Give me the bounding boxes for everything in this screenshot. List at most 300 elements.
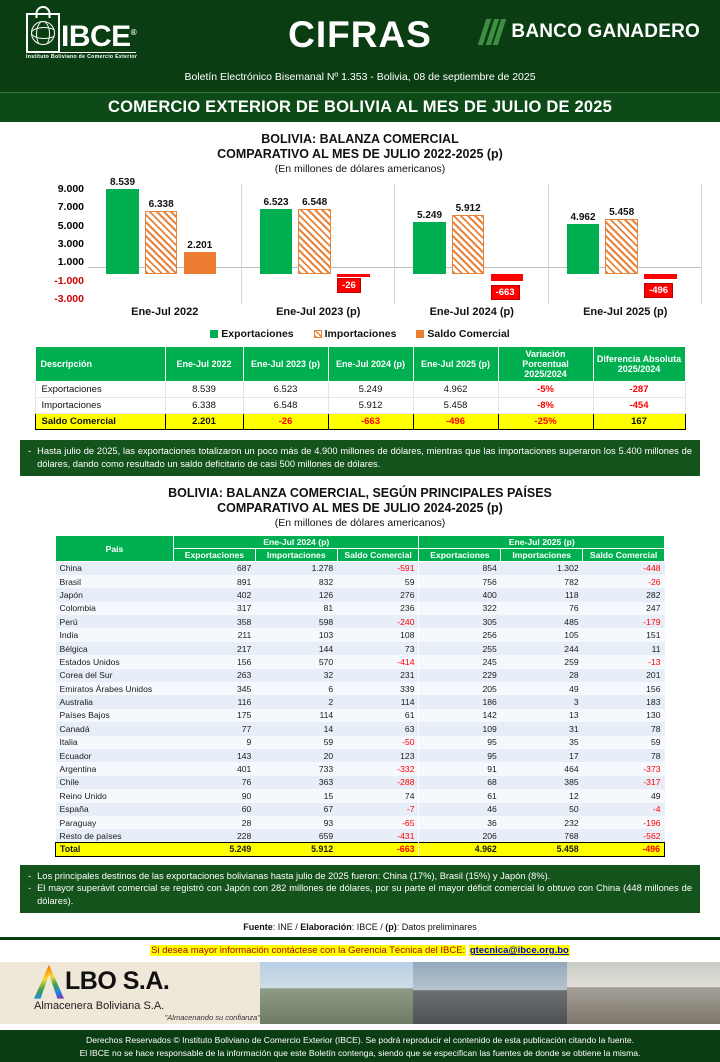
- table-row: [35, 382, 685, 398]
- table-cell: 109: [419, 722, 501, 735]
- table-cell: 232: [501, 816, 583, 829]
- table-cell: Corea del Sur: [56, 669, 174, 682]
- table2-group-header-row: [56, 536, 665, 549]
- table-cell: 151: [583, 628, 665, 641]
- chart-x-labels: [88, 306, 702, 322]
- table-cell: 5.912: [328, 398, 413, 414]
- table-total-cell: Total: [56, 843, 174, 856]
- source-elab-label: Elaboración: [300, 922, 352, 933]
- table-cell: 236: [337, 602, 419, 615]
- table-cell: 259: [501, 655, 583, 668]
- table-cell: 144: [255, 642, 337, 655]
- albo-slogan: "Almacenando su confianza": [164, 1012, 260, 1022]
- table-cell: China: [56, 562, 174, 575]
- table-cell: 276: [337, 588, 419, 601]
- chart-group: [395, 184, 549, 304]
- table-cell: 114: [337, 695, 419, 708]
- table-cell: 95: [419, 736, 501, 749]
- note1-text: Hasta julio de 2025, las exportaciones totalizaron un poco más de 4.900 millones de dólares, mientras que las importaciones superaron los 5.400 millones de dólares, dando como resultado un saldo deficitario de casi 500 millones de dólares.: [37, 446, 692, 469]
- chart-bar-negative: [491, 274, 523, 281]
- table-cell: 123: [337, 749, 419, 762]
- table-total-row: [35, 414, 685, 430]
- table-cell: Ecuador: [56, 749, 174, 762]
- table-cell: 15: [255, 789, 337, 802]
- table-cell: 263: [174, 669, 256, 682]
- th-variacion-l2: 2025/2024: [524, 369, 567, 379]
- table-cell: 14: [255, 722, 337, 735]
- table-cell: 13: [501, 709, 583, 722]
- table-cell: Canadá: [56, 722, 174, 735]
- th-2022: Ene-Jul 2022: [165, 347, 243, 382]
- table-cell: 49: [583, 789, 665, 802]
- table2-head: [56, 536, 665, 562]
- contact-text: Si desea mayor información contáctese con la Gerencia Técnica del IBCE:: [151, 945, 466, 957]
- table-cell: 95: [419, 749, 501, 762]
- table-cell: 36: [419, 816, 501, 829]
- ytick-2: 5.000: [57, 219, 84, 232]
- table-cell: 322: [419, 602, 501, 615]
- chart-value-label: 5.912: [455, 202, 481, 214]
- note-balance: [20, 440, 700, 476]
- table-row: [56, 749, 665, 762]
- table-cell: 385: [501, 776, 583, 789]
- table-row: [56, 762, 665, 775]
- table-cell: 305: [419, 615, 501, 628]
- balance-chart: [10, 176, 710, 324]
- chart-value-label: 5.249: [417, 209, 443, 221]
- table2-body: [56, 562, 665, 857]
- table-cell: 4.962: [413, 382, 498, 398]
- table-cell: Brasil: [56, 575, 174, 588]
- chart-value-label: 6.338: [148, 198, 174, 210]
- table-cell: Italia: [56, 736, 174, 749]
- table-cell: 183: [583, 695, 665, 708]
- table-cell: Exportaciones: [35, 382, 165, 398]
- legend-label-2: Saldo Comercial: [427, 328, 510, 340]
- th-diferencia: [593, 347, 685, 382]
- legend-item-saldo: [416, 328, 509, 340]
- table-cell: 659: [255, 829, 337, 842]
- table-cell: 76: [174, 776, 256, 789]
- table-cell: -26: [583, 575, 665, 588]
- chart-group: [88, 176, 242, 304]
- table-cell: 35: [501, 736, 583, 749]
- note-countries: [20, 865, 700, 914]
- table-cell: -448: [583, 562, 665, 575]
- table1-header-row: [35, 347, 685, 382]
- chart-bar: [298, 209, 330, 274]
- table-cell: 9: [174, 736, 256, 749]
- legend-label-1: Importaciones: [324, 328, 397, 340]
- contact-line: [0, 945, 720, 956]
- th-group-2024: Ene-Jul 2024 (p): [174, 536, 419, 549]
- source-p-value: : Datos preliminares: [396, 922, 477, 933]
- table-cell: Argentina: [56, 762, 174, 775]
- legend-swatch-orange: [416, 330, 424, 338]
- table-cell: -240: [337, 615, 419, 628]
- table-cell: 231: [337, 669, 419, 682]
- ytick-1: 7.000: [57, 201, 84, 214]
- table-cell: 60: [174, 803, 256, 816]
- chart-negative-label: -496: [644, 283, 673, 298]
- table-cell: 768: [501, 829, 583, 842]
- table-row: [56, 816, 665, 829]
- table-cell: 832: [255, 575, 337, 588]
- chart-title-line2: COMPARATIVO AL MES DE JULIO 2022-2025 (p): [217, 146, 503, 161]
- table-cell: 782: [501, 575, 583, 588]
- table-cell: -50: [337, 736, 419, 749]
- legal-line1: Derechos Reservados © Instituto Boliviano de Comercio Exterior (IBCE). Se podrá reproducir el contenido de esta publicación citando la fuente.: [85, 1035, 635, 1045]
- note2-item-1: [28, 870, 692, 883]
- chart-bar: [184, 252, 216, 274]
- table-cell: 90: [174, 789, 256, 802]
- chart-value-label: 4.962: [570, 212, 596, 224]
- table-cell: 255: [419, 642, 501, 655]
- table-cell: 74: [337, 789, 419, 802]
- table-cell: 28: [501, 669, 583, 682]
- table-cell: 6.548: [243, 398, 328, 414]
- table-total-cell: 5.458: [501, 843, 583, 856]
- table1-body: [35, 382, 685, 430]
- table-row: [56, 562, 665, 575]
- table-cell: 31: [501, 722, 583, 735]
- source-fuente-value: : INE /: [272, 922, 301, 933]
- banco-ganadero-name: BANCO GANADERO: [511, 21, 700, 42]
- table-cell: 78: [583, 722, 665, 735]
- table-cell: Resto de países: [56, 829, 174, 842]
- chart-bar: [145, 211, 177, 274]
- chart-value-label: 8.539: [110, 176, 136, 188]
- table-row: [56, 655, 665, 668]
- legend-swatch-hatched: [314, 330, 322, 338]
- table-total-cell: 4.962: [419, 843, 501, 856]
- table-row: [35, 398, 685, 414]
- table-cell: 5.458: [413, 398, 498, 414]
- chart-value-label: 2.201: [187, 239, 213, 251]
- table-cell: 228: [174, 829, 256, 842]
- table-total-cell: -25%: [498, 414, 593, 430]
- table-cell: 256: [419, 628, 501, 641]
- table-cell: -431: [337, 829, 419, 842]
- table-row: [56, 829, 665, 842]
- table-cell: 73: [337, 642, 419, 655]
- ibce-subtitle: Instituto Boliviano de Comercio Exterior: [26, 54, 138, 60]
- table-cell: 402: [174, 588, 256, 601]
- table-cell: Colombia: [56, 602, 174, 615]
- table-cell: Emiratos Árabes Unidos: [56, 682, 174, 695]
- page-title: COMERCIO EXTERIOR DE BOLIVIA AL MES DE JULIO DE 2025: [0, 92, 720, 122]
- table-cell: Reino Unido: [56, 789, 174, 802]
- table-cell: 5.249: [328, 382, 413, 398]
- table-cell: Bélgica: [56, 642, 174, 655]
- divider: [0, 937, 720, 940]
- th-descripcion: Descripción: [35, 347, 165, 382]
- chart-value-label: 6.548: [302, 196, 328, 208]
- table-row: [56, 642, 665, 655]
- sponsor-banner: [0, 962, 720, 1024]
- th-2025: Ene-Jul 2025 (p): [413, 347, 498, 382]
- chart-x-label: Ene-Jul 2025 (p): [583, 306, 668, 318]
- sponsor-photo-vehicles: [260, 962, 413, 1024]
- legal-footer: [0, 1030, 720, 1062]
- bg-bars-icon: [478, 19, 506, 45]
- table-cell: 49: [501, 682, 583, 695]
- table-cell: 358: [174, 615, 256, 628]
- table-cell: 854: [419, 562, 501, 575]
- th-variacion: [498, 347, 593, 382]
- table-cell: Japón: [56, 588, 174, 601]
- table-cell: 143: [174, 749, 256, 762]
- source-line: [0, 922, 720, 932]
- table-cell: 20: [255, 749, 337, 762]
- chart-bar: [605, 219, 637, 274]
- table-cell: 116: [174, 695, 256, 708]
- th-variacion-l1: Variación Porcentual: [522, 349, 569, 369]
- table-row: [56, 695, 665, 708]
- table-cell: -591: [337, 562, 419, 575]
- chart-legend: [0, 328, 720, 340]
- table-cell: 59: [583, 736, 665, 749]
- table-cell: 205: [419, 682, 501, 695]
- table-cell: 217: [174, 642, 256, 655]
- table-cell: 93: [255, 816, 337, 829]
- table-total-cell: 5.249: [174, 843, 256, 856]
- chart-x-label: Ene-Jul 2024 (p): [429, 306, 514, 318]
- table-row: [56, 789, 665, 802]
- legal-line2: El IBCE no se hace responsable de la información que este Boletín contenga, siendo que se especifican las fuentes de donde se obtiene la misma.: [79, 1047, 641, 1058]
- table-row: [56, 709, 665, 722]
- table-cell: Paraguay: [56, 816, 174, 829]
- table-cell: 17: [501, 749, 583, 762]
- bulletin-line: Boletín Electrónico Bisemanal Nº 1.353 - Bolivia, 08 de septiembre de 2025: [0, 70, 720, 92]
- source-p-label: (p): [385, 922, 397, 933]
- sponsor-photo-warehouse: [567, 962, 720, 1024]
- table-cell: 345: [174, 682, 256, 695]
- albo-subtitle: Almacenera Boliviana S.A.: [34, 999, 165, 1012]
- table-total-cell: -663: [328, 414, 413, 430]
- table-cell: 756: [419, 575, 501, 588]
- table-row: [56, 776, 665, 789]
- chart-x-label: Ene-Jul 2023 (p): [276, 306, 361, 318]
- th-diferencia-l2: 2025/2024: [617, 364, 661, 374]
- th-diferencia-l1: Diferencia Absoluta: [596, 354, 682, 364]
- table-cell: -8%: [498, 398, 593, 414]
- th-2024: Ene-Jul 2024 (p): [328, 347, 413, 382]
- table-cell: 63: [337, 722, 419, 735]
- table-cell: Países Bajos: [56, 709, 174, 722]
- table-cell: 8.539: [165, 382, 243, 398]
- table-cell: 1.302: [501, 562, 583, 575]
- table-total-cell: -26: [243, 414, 328, 430]
- table-cell: España: [56, 803, 174, 816]
- table-cell: -414: [337, 655, 419, 668]
- chart-plot-area: [88, 176, 702, 304]
- table-row: [56, 803, 665, 816]
- table-cell: 11: [583, 642, 665, 655]
- chart-title-line1: BOLIVIA: BALANZA COMERCIAL: [261, 132, 459, 146]
- table-cell: 339: [337, 682, 419, 695]
- table-row: [56, 682, 665, 695]
- table-cell: Australia: [56, 695, 174, 708]
- source-fuente-label: Fuente: [243, 922, 273, 933]
- table-cell: 108: [337, 628, 419, 641]
- table-cell: -13: [583, 655, 665, 668]
- table-total-cell: 167: [593, 414, 685, 430]
- note2-dash-1: -: [28, 870, 32, 881]
- countries-title-line2: COMPARATIVO AL MES DE JULIO 2024-2025 (p): [217, 500, 503, 515]
- table1-head: [35, 347, 685, 382]
- chart-x-label: Ene-Jul 2022: [131, 306, 199, 318]
- chart-bar: [413, 222, 445, 274]
- chart-bar-negative: [644, 274, 676, 279]
- table-cell: 126: [255, 588, 337, 601]
- sponsor-photo-forklift: [413, 962, 566, 1024]
- table-total-cell: 2.201: [165, 414, 243, 430]
- chart-y-axis: [32, 184, 84, 304]
- table-cell: 400: [419, 588, 501, 601]
- ibce-name: IBCE: [61, 20, 131, 53]
- table-cell: 6.523: [243, 382, 328, 398]
- table-cell: 206: [419, 829, 501, 842]
- legend-item-importaciones: [314, 328, 397, 340]
- table-cell: 103: [255, 628, 337, 641]
- table-cell: 46: [419, 803, 501, 816]
- table-cell: 32: [255, 669, 337, 682]
- chart-negative-label: -26: [337, 278, 361, 293]
- table-cell: -5%: [498, 382, 593, 398]
- table-cell: 245: [419, 655, 501, 668]
- table-total-row: [56, 843, 665, 856]
- table-cell: Perú: [56, 615, 174, 628]
- th-sal-2024: Saldo Comercial: [337, 549, 419, 562]
- table-row: [56, 575, 665, 588]
- table-row: [56, 722, 665, 735]
- table-cell: Estados Unidos: [56, 655, 174, 668]
- ytick-4: 1.000: [57, 256, 84, 269]
- table-cell: 464: [501, 762, 583, 775]
- table-cell: 81: [255, 602, 337, 615]
- th-exp-2024: Exportaciones: [174, 549, 256, 562]
- table-cell: -287: [593, 382, 685, 398]
- th-pais: País: [56, 536, 174, 562]
- table-cell: 77: [174, 722, 256, 735]
- chart-negative-label: -663: [491, 285, 520, 300]
- table-total-cell: Saldo Comercial: [35, 414, 165, 430]
- table-cell: 1.278: [255, 562, 337, 575]
- table-cell: 114: [255, 709, 337, 722]
- table-cell: 201: [583, 669, 665, 682]
- albo-logo-panel: [0, 962, 260, 1024]
- table-cell: 485: [501, 615, 583, 628]
- table-row: [56, 628, 665, 641]
- table-cell: 401: [174, 762, 256, 775]
- th-sal-2025: Saldo Comercial: [583, 549, 665, 562]
- table-cell: 211: [174, 628, 256, 641]
- note2-line1: Los principales destinos de las exportaciones bolivianas hasta julio de 2025 fueron: China (17%), Brasil (15%) y Japón (8%).: [37, 870, 551, 881]
- ytick-3: 3.000: [57, 237, 84, 250]
- table-cell: 282: [583, 588, 665, 601]
- table-cell: 28: [174, 816, 256, 829]
- table-cell: 6: [255, 682, 337, 695]
- cifras-title: CIFRAS: [288, 14, 432, 55]
- note1-dash: -: [28, 446, 32, 456]
- table-total-cell: -496: [413, 414, 498, 430]
- table-cell: 6.338: [165, 398, 243, 414]
- table-cell: 67: [255, 803, 337, 816]
- table-cell: 142: [419, 709, 501, 722]
- table-cell: -317: [583, 776, 665, 789]
- table-cell: 2: [255, 695, 337, 708]
- table-cell: 570: [255, 655, 337, 668]
- ytick-6: -3.000: [54, 292, 84, 305]
- table-cell: 229: [419, 669, 501, 682]
- registered-icon: ®: [130, 28, 137, 37]
- chart-bar: [106, 189, 138, 274]
- balance-summary-table: [35, 346, 686, 430]
- chart-bar: [567, 224, 599, 274]
- countries-table: [55, 535, 665, 857]
- th-imp-2024: Importaciones: [255, 549, 337, 562]
- table-cell: -562: [583, 829, 665, 842]
- chart-value-label: 5.458: [609, 207, 635, 219]
- table-cell: 247: [583, 602, 665, 615]
- note2-line2: El mayor superávit comercial se registró con Japón con 282 millones de dólares, por su parte el mayor déficit comercial lo obtuvo con China (448 millones de dólares).: [37, 883, 692, 906]
- table-cell: 59: [255, 736, 337, 749]
- countries-title-line1: BOLIVIA: BALANZA COMERCIAL, SEGÚN PRINCIPALES PAÍSES: [168, 486, 552, 500]
- ytick-5: -1.000: [54, 274, 84, 287]
- table-cell: 175: [174, 709, 256, 722]
- source-elab-value: : IBCE /: [351, 922, 386, 933]
- banco-ganadero-logo: [482, 19, 700, 45]
- table-row: [56, 602, 665, 615]
- table-cell: 12: [501, 789, 583, 802]
- table-cell: 156: [174, 655, 256, 668]
- table-cell: 59: [337, 575, 419, 588]
- table-cell: 118: [501, 588, 583, 601]
- table-cell: 687: [174, 562, 256, 575]
- table-cell: 130: [583, 709, 665, 722]
- table-cell: 156: [583, 682, 665, 695]
- countries-section-title: [0, 486, 720, 530]
- table-cell: -454: [593, 398, 685, 414]
- table-row: [56, 615, 665, 628]
- th-imp-2025: Importaciones: [501, 549, 583, 562]
- chart-bar: [452, 215, 484, 274]
- table-cell: 317: [174, 602, 256, 615]
- table-cell: 733: [255, 762, 337, 775]
- table-cell: 91: [419, 762, 501, 775]
- chart-bar: [260, 209, 292, 274]
- chart-value-label: 6.523: [263, 196, 289, 208]
- table-cell: 363: [255, 776, 337, 789]
- countries-subtitle: (En millones de dólares americanos): [274, 517, 446, 529]
- table-cell: 244: [501, 642, 583, 655]
- chart-section-title: [0, 132, 720, 176]
- table-cell: Importaciones: [35, 398, 165, 414]
- contact-email-link[interactable]: gtecnica@ibce.org.bo: [469, 945, 569, 957]
- table-cell: -196: [583, 816, 665, 829]
- table-cell: -288: [337, 776, 419, 789]
- table-row: [56, 736, 665, 749]
- legend-item-exportaciones: [210, 328, 293, 340]
- chart-subtitle: (En millones de dólares americanos): [274, 163, 446, 175]
- table-cell: India: [56, 628, 174, 641]
- table-cell: Chile: [56, 776, 174, 789]
- legend-label-0: Exportaciones: [221, 328, 294, 340]
- table-row: [56, 588, 665, 601]
- albo-a-icon: [34, 965, 64, 999]
- table-cell: -373: [583, 762, 665, 775]
